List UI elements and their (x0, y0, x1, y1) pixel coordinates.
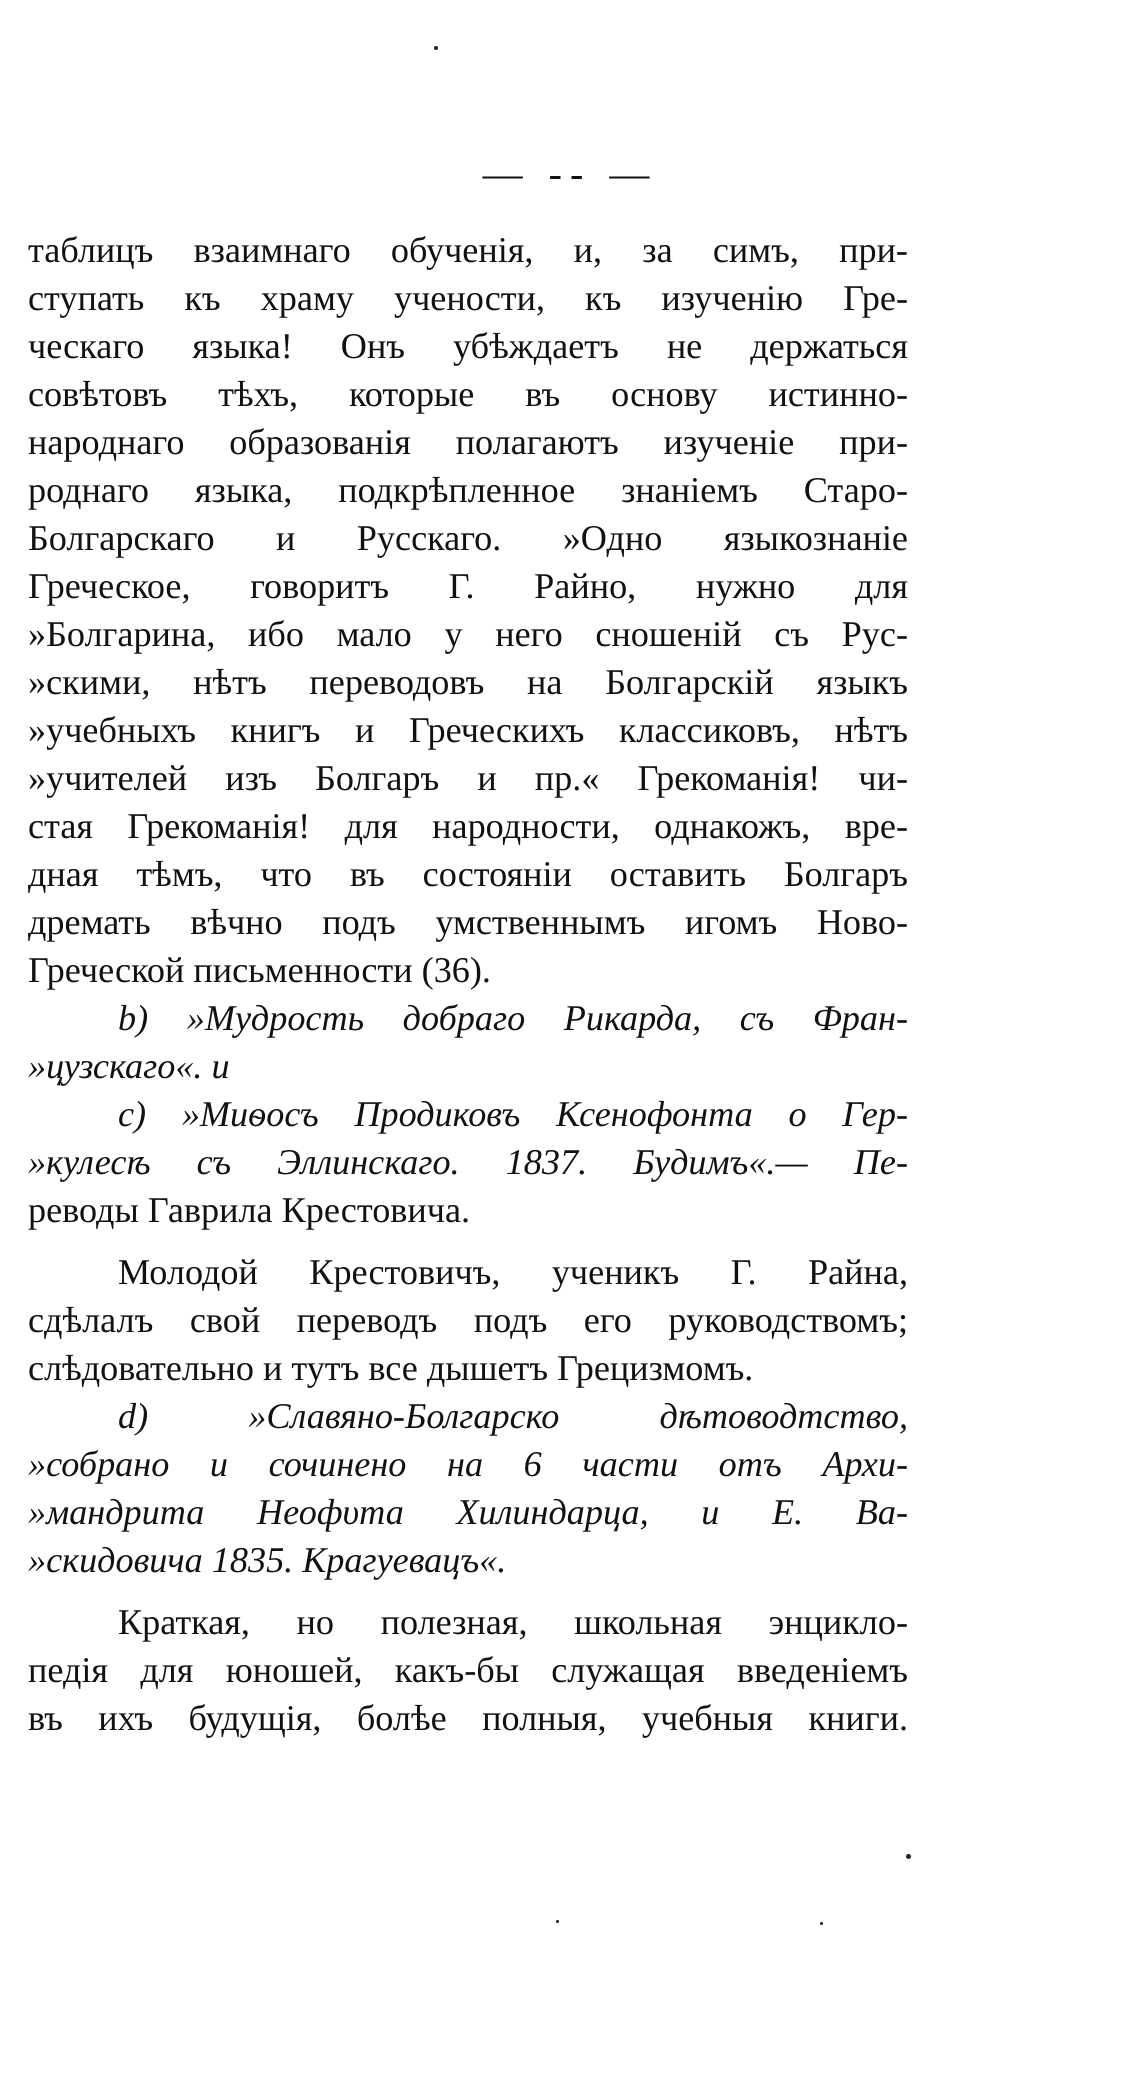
text-line: d) »Славяно-Болгарско дѣтоводтство, (118, 1396, 908, 1436)
text-line (28, 1138, 908, 1186)
speck-mark (556, 1920, 559, 1923)
text-line: c) »Миѳосъ Продиковъ Ксенофонта о Гер- (118, 1094, 908, 1134)
list-item-b (28, 994, 908, 1042)
list-item-d (28, 1392, 908, 1440)
text-line: »мандрита Неофυта Хилиндарца, и Е. Ва- (28, 1492, 908, 1532)
text-line: Краткая, но полезная, школьная энцикло- (118, 1602, 908, 1642)
text-line: »скими, нѣтъ переводовъ на Болгарскій языкъ (28, 662, 908, 702)
list-item-c (28, 1090, 908, 1138)
speck-mark (820, 1922, 823, 1925)
text-line (28, 1488, 908, 1536)
page-number: — -- — (482, 151, 658, 196)
text-line: сдѣлалъ свой переводъ подъ его руководствомъ; (28, 1300, 908, 1340)
text-line: »цузскаго«. и (28, 1046, 230, 1086)
text-line: Болгарскаго и Русскаго. »Одно языкознаніе (28, 518, 908, 558)
text-line: »Болгарина, ибо мало у него сношеній съ Рус- (28, 614, 908, 654)
text-line: педія для юношей, какъ-бы служащая введеніемъ (28, 1650, 908, 1690)
text-line: ступать къ храму учености, къ изученію Гре- (28, 278, 908, 318)
text-line: роднаго языка, подкрѣпленное знаніемъ Старо- (28, 470, 908, 510)
text-line: совѣтовъ тѣхъ, которые въ основу истинно- (28, 374, 908, 414)
text-line: дремать вѣчно подъ умственнымъ игомъ Ново- (28, 902, 908, 942)
text-line: слѣдовательно и тутъ все дышетъ Грецизмомъ. (28, 1348, 754, 1388)
text-line: b) »Мудрость добраго Рикарда, съ Фран- (118, 998, 908, 1038)
text-line: стая Грекоманія! для народности, однакожъ, вре- (28, 806, 908, 846)
speck-mark (906, 1854, 911, 1859)
text-line: Греческое, говоритъ Г. Райно, нужно для (28, 566, 908, 606)
text-line: »скидовича 1835. Крагуевацъ«. (28, 1540, 507, 1580)
text-line: ческаго языка! Онъ убѣждаетъ не держаться (28, 326, 908, 366)
text-line: реводы Гаврила Крестовича. (28, 1190, 471, 1230)
text-line (28, 1042, 908, 1090)
text-line: дная тѣмъ, что въ состояніи оставить Болгаръ (28, 854, 908, 894)
text-line (28, 1440, 908, 1488)
paragraph-gap (28, 1584, 908, 1598)
speck-mark (434, 46, 438, 50)
paragraph-gap (28, 1234, 908, 1248)
text-line: въ ихъ будущія, болѣе полныя, учебныя книги. (28, 1698, 908, 1738)
text-line: »учителей изъ Болгаръ и пр.« Грекоманія! чи- (28, 758, 908, 798)
text-line: народнаго образованія полагаютъ изученіе при- (28, 422, 908, 462)
text-line: Молодой Крестовичъ, ученикъ Г. Райна, (118, 1252, 908, 1292)
text-line: таблицъ взаимнаго обученія, и, за симъ, при- (28, 230, 908, 270)
body-text (28, 226, 908, 1742)
text-line: Греческой письменности (36). (28, 950, 491, 990)
text-line (28, 1536, 908, 1584)
text-line: »собрано и сочинено на 6 части отъ Архи- (28, 1444, 908, 1484)
text-line: »учебныхъ книгъ и Греческихъ классиковъ, нѣтъ (28, 710, 908, 750)
text-line: »кулесѣ съ Эллинскаго. 1837. Будимъ«.— Пе- (28, 1142, 908, 1182)
